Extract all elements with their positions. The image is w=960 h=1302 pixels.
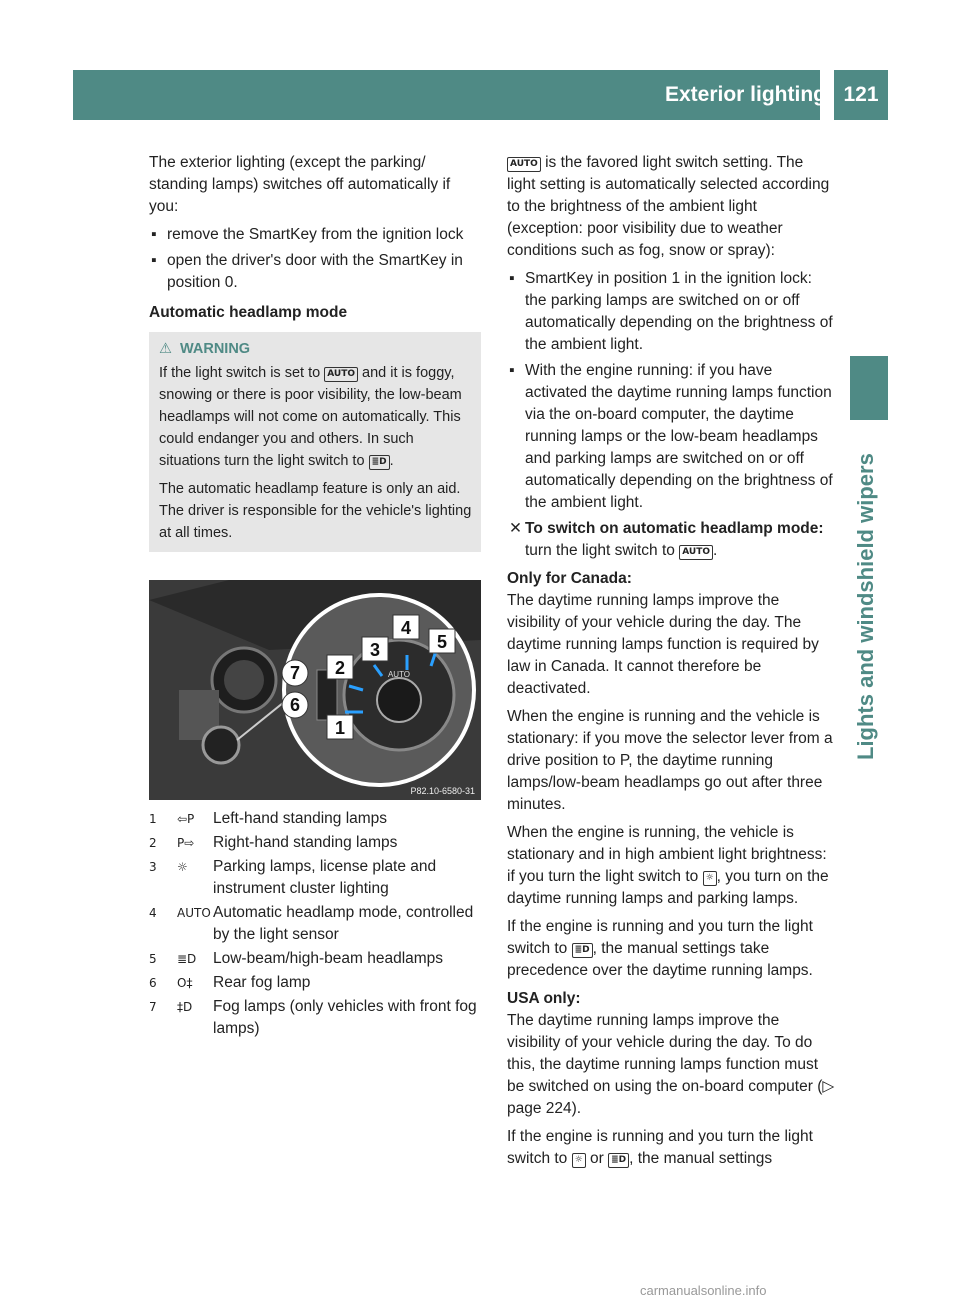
- auto-icon: AUTO: [177, 906, 211, 920]
- section-heading: USA only:: [507, 990, 581, 1007]
- warning-text: If the light switch is set to AUTO and it is foggy, snowing or there is poor visibility, the low-beam headlamps will not come on automatically. This could endanger you and others. In such situations turn the light switch to ≣D .: [159, 365, 462, 469]
- standing-left-icon: ⇦P: [177, 812, 195, 826]
- paragraph: If the engine is running and you turn the light switch to ☼ or ≣D , the manual settings: [507, 1128, 813, 1167]
- warning-icon: ⚠: [159, 341, 172, 357]
- paragraph: The daytime running lamps improve the visibility of your vehicle during the day. The daytime running lamps function is required by law in Canada. It cannot therefore be deactivated.: [507, 592, 819, 697]
- lowbeam-icon: ≣D: [608, 1153, 629, 1168]
- callout-3: 3: [369, 640, 381, 660]
- bullet-icon: ▪: [151, 226, 157, 243]
- action-icon: ✕: [509, 520, 522, 537]
- callout-2: 2: [334, 658, 346, 678]
- list-item: 7 ‡D Fog lamps (only vehicles with front fog lamps): [149, 996, 481, 1040]
- intro-text: The exterior lighting (except the parking/ standing lamps) switches off automatically if you:: [149, 154, 451, 215]
- list-item: 3 ☼ Parking lamps, license plate and instrument cluster lighting: [149, 856, 481, 900]
- action-step: ✕ To switch on automatic headlamp mode: turn the light switch to AUTO .: [509, 520, 824, 559]
- bullet-icon: ▪: [509, 270, 515, 287]
- figure-code: P82.10-6580-31: [410, 786, 475, 796]
- list-item: 1 ⇦P Left-hand standing lamps: [149, 808, 481, 830]
- fog-lamps-icon: ‡D: [177, 1000, 193, 1014]
- chapter-title: Lights and windshield wipers: [853, 453, 878, 760]
- paragraph: When the engine is running, the vehicle is stationary and in high ambient light brightness: if you turn the light switch to ☼ , you turn on the daytime running lamps and parking lamps.: [507, 824, 829, 907]
- callout-1: 1: [334, 718, 346, 738]
- paragraph: AUTO is the favored light switch setting. The light setting is automatically selected according to the brightness of the ambient light (exception: poor visibility due to weather conditions such as fog, snow or spray):: [507, 154, 830, 259]
- parking-lamps-icon: ☼: [703, 871, 717, 886]
- rear-fog-icon: O‡: [177, 976, 193, 990]
- auto-icon: AUTO: [679, 545, 713, 560]
- section-heading: Only for Canada:: [507, 570, 632, 587]
- list-item: ▪ remove the SmartKey from the ignition lock: [149, 224, 481, 246]
- watermark-url: carmanualsonline.info: [640, 1283, 767, 1298]
- left-column: [149, 152, 481, 552]
- auto-icon: AUTO: [324, 367, 358, 382]
- page-number: 121: [834, 70, 888, 120]
- right-column: [507, 152, 835, 1176]
- figure-legend: [149, 808, 481, 1042]
- paragraph: The daytime running lamps improve the visibility of your vehicle during the day. To do this, the daytime running lamps function must be switched on using the on-board computer (▷ page 224).: [507, 1012, 835, 1117]
- paragraph: If the engine is running and you turn the light switch to ≣D , the manual settings take precedence over the daytime running lamps.: [507, 918, 813, 979]
- list-item: 5 ≣D Low-beam/high-beam headlamps: [149, 948, 481, 970]
- warning-text-2: The automatic headlamp feature is only an aid. The driver is responsible for the vehicle's lighting at all times.: [159, 481, 472, 541]
- list-item: 4 AUTO Automatic headlamp mode, controlled by the light sensor: [149, 902, 481, 946]
- list-item: ▪ open the driver's door with the SmartKey in position 0.: [151, 252, 463, 291]
- lowbeam-icon: ≣D: [177, 952, 197, 966]
- header-title: Exterior lighting: [664, 83, 826, 106]
- callout-5: 5: [436, 632, 448, 652]
- callout-4: 4: [400, 618, 412, 638]
- dashboard-photo: [149, 580, 481, 800]
- warning-header: ⚠ WARNING: [159, 341, 251, 357]
- lowbeam-icon: ≣D: [572, 943, 593, 958]
- warning-box: [149, 332, 481, 552]
- standing-right-icon: P⇨: [177, 836, 195, 850]
- bullet-icon: ▪: [509, 362, 515, 379]
- list-item: ▪ SmartKey in position 1 in the ignition lock: the parking lamps are switched on or off automatically depending on the brightness of the ambient light.: [509, 270, 833, 353]
- lowbeam-icon: ≣D: [369, 455, 390, 470]
- switch-label: AUTO: [387, 670, 411, 679]
- dashboard-illustration: [149, 580, 481, 800]
- list-item: ▪ With the engine running: if you have activated the daytime running lamps function via the on-board computer, the daytime running lamps or the low-beam headlamps and parking lamps are switched on or off automatically depending on the brightness of the ambient light.: [509, 362, 833, 511]
- callout-6: 6: [289, 695, 301, 715]
- list-item: 6 O‡ Rear fog lamp: [149, 972, 481, 994]
- bullet-icon: ▪: [151, 252, 157, 269]
- auto-icon: AUTO: [507, 157, 541, 172]
- callout-7: 7: [289, 663, 301, 683]
- section-heading: Automatic headlamp mode: [149, 304, 348, 321]
- parking-lamps-icon: ☼: [177, 860, 188, 874]
- list-item: 2 P⇨ Right-hand standing lamps: [149, 832, 481, 854]
- paragraph: When the engine is running and the vehicle is stationary: if you move the selector lever from a drive position to P, the daytime running lamps/low-beam headlamps go out after three minutes.: [507, 708, 833, 813]
- parking-lamps-icon: ☼: [572, 1153, 586, 1168]
